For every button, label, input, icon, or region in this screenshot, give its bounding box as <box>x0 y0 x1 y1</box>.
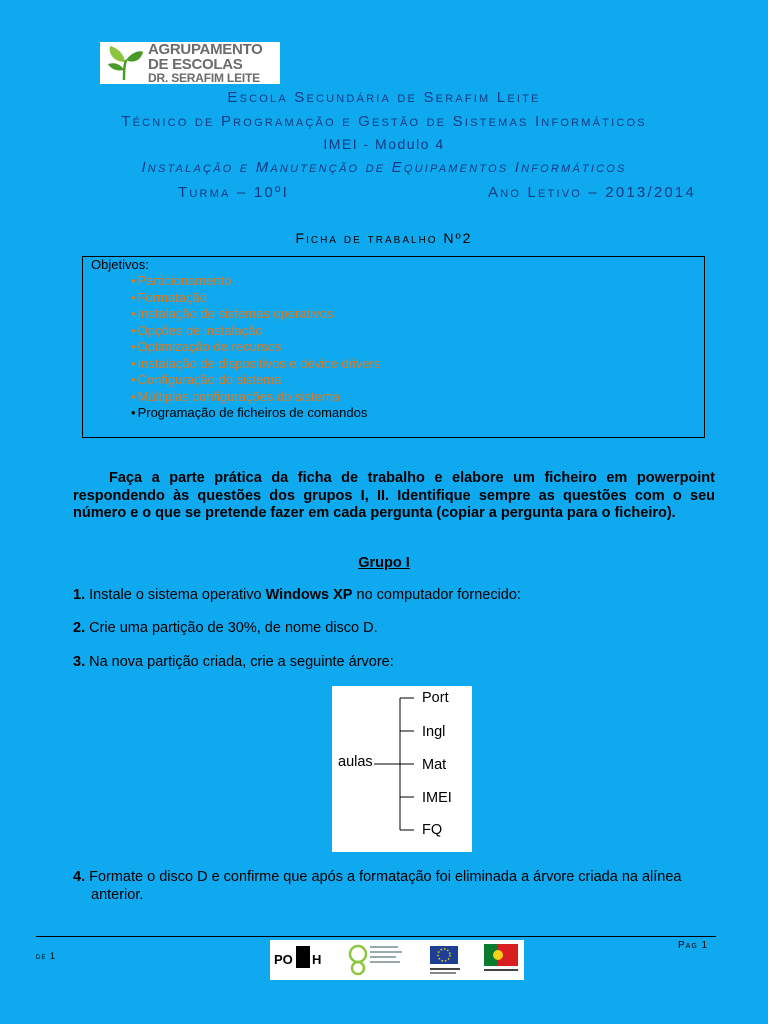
question-3 <box>73 654 394 670</box>
question-2 <box>73 620 378 636</box>
question-emphasis: Windows XP <box>265 587 353 603</box>
school-logo <box>100 42 280 84</box>
school-name: Escola Secundária de Serafim Leite <box>227 89 541 106</box>
objectives-title: Objetivos: <box>91 257 149 272</box>
page-number: Pag 1 <box>678 940 709 951</box>
intro-paragraph: Faça a parte prática da ficha de trabalho e elabore um ficheiro em powerpoint respondendo às questões dos grupos I, II. Identifique sempre as questões com o seu número e o que se pretende fazer em cada pergunta (copiar a pergunta para o ficheiro). <box>73 470 715 521</box>
objective-item: • Particionamento <box>131 273 380 290</box>
question-number: 2. <box>73 620 86 636</box>
folder-tree-diagram <box>332 686 472 852</box>
qren-logo <box>350 946 402 974</box>
question-text: no computador fornecido: <box>352 587 521 603</box>
tree-node: Ingl <box>422 724 446 740</box>
leaf-icon <box>104 44 144 82</box>
tree-root: aulas <box>338 754 373 770</box>
eu-flag-icon <box>430 946 460 974</box>
objectives-box <box>82 256 705 438</box>
module-name: IMEI - Modulo 4 <box>323 136 445 152</box>
logo-text-line2: DE ESCOLAS <box>148 56 243 73</box>
objective-item: • Instalação de sistemas operativos <box>131 306 380 323</box>
objective-item: • Múltiplas configurações do sistema <box>131 389 380 406</box>
footer-divider <box>36 936 716 937</box>
page-total: de 1 <box>36 951 56 961</box>
objectives-list <box>131 273 380 422</box>
svg-text:PO: PO <box>274 952 293 967</box>
course-name: Técnico de Programação e Gestão de Sistemas Informáticos <box>121 113 647 130</box>
group-title: Grupo I <box>358 555 410 571</box>
question-number: 4. <box>73 869 86 885</box>
objective-item: • Configuração do sistema <box>131 372 380 389</box>
objective-item: • Instalação de dispositivos e device drivers <box>131 356 380 373</box>
tree-node: Port <box>422 690 449 706</box>
objective-item: • Optimização de recursos <box>131 339 380 356</box>
class-label: Turma – 10ºI <box>178 184 289 201</box>
tree-node: FQ <box>422 822 443 838</box>
question-text: Instale o sistema operativo <box>89 587 266 603</box>
subject-name: Instalação e Manutenção de Equipamentos Informáticos <box>141 159 627 176</box>
svg-text:H: H <box>312 952 322 967</box>
question-text: Crie uma partição de 30%, de nome disco D. <box>89 620 378 636</box>
tree-node: IMEI <box>422 790 452 806</box>
tree-node: Mat <box>422 757 447 773</box>
partner-logos-graphic <box>270 940 524 980</box>
school-year: Ano Letivo – 2013/2014 <box>488 184 697 201</box>
question-number: 3. <box>73 654 86 670</box>
logo-text-line1: AGRUPAMENTO <box>148 41 263 58</box>
objective-item: • Programação de ficheiros de comandos <box>131 405 380 422</box>
question-number: 1. <box>73 587 86 603</box>
poph-logo <box>274 946 321 968</box>
portugal-flag-icon <box>484 944 518 971</box>
objective-item: • Opções de instalação <box>131 323 380 340</box>
logo-text-line3: DR. SERAFIM LEITE <box>148 71 260 85</box>
objective-item: • Formatação <box>131 290 380 307</box>
question-text: Formate o disco D e confirme que após a formatação foi eliminada a árvore criada na alínea anterior. <box>89 869 682 903</box>
partner-logos <box>270 940 524 980</box>
sheet-title: Ficha de trabalho Nº2 <box>295 230 473 246</box>
question-4 <box>73 868 713 904</box>
question-1 <box>73 587 521 603</box>
question-text: Na nova partição criada, crie a seguinte árvore: <box>89 654 394 670</box>
